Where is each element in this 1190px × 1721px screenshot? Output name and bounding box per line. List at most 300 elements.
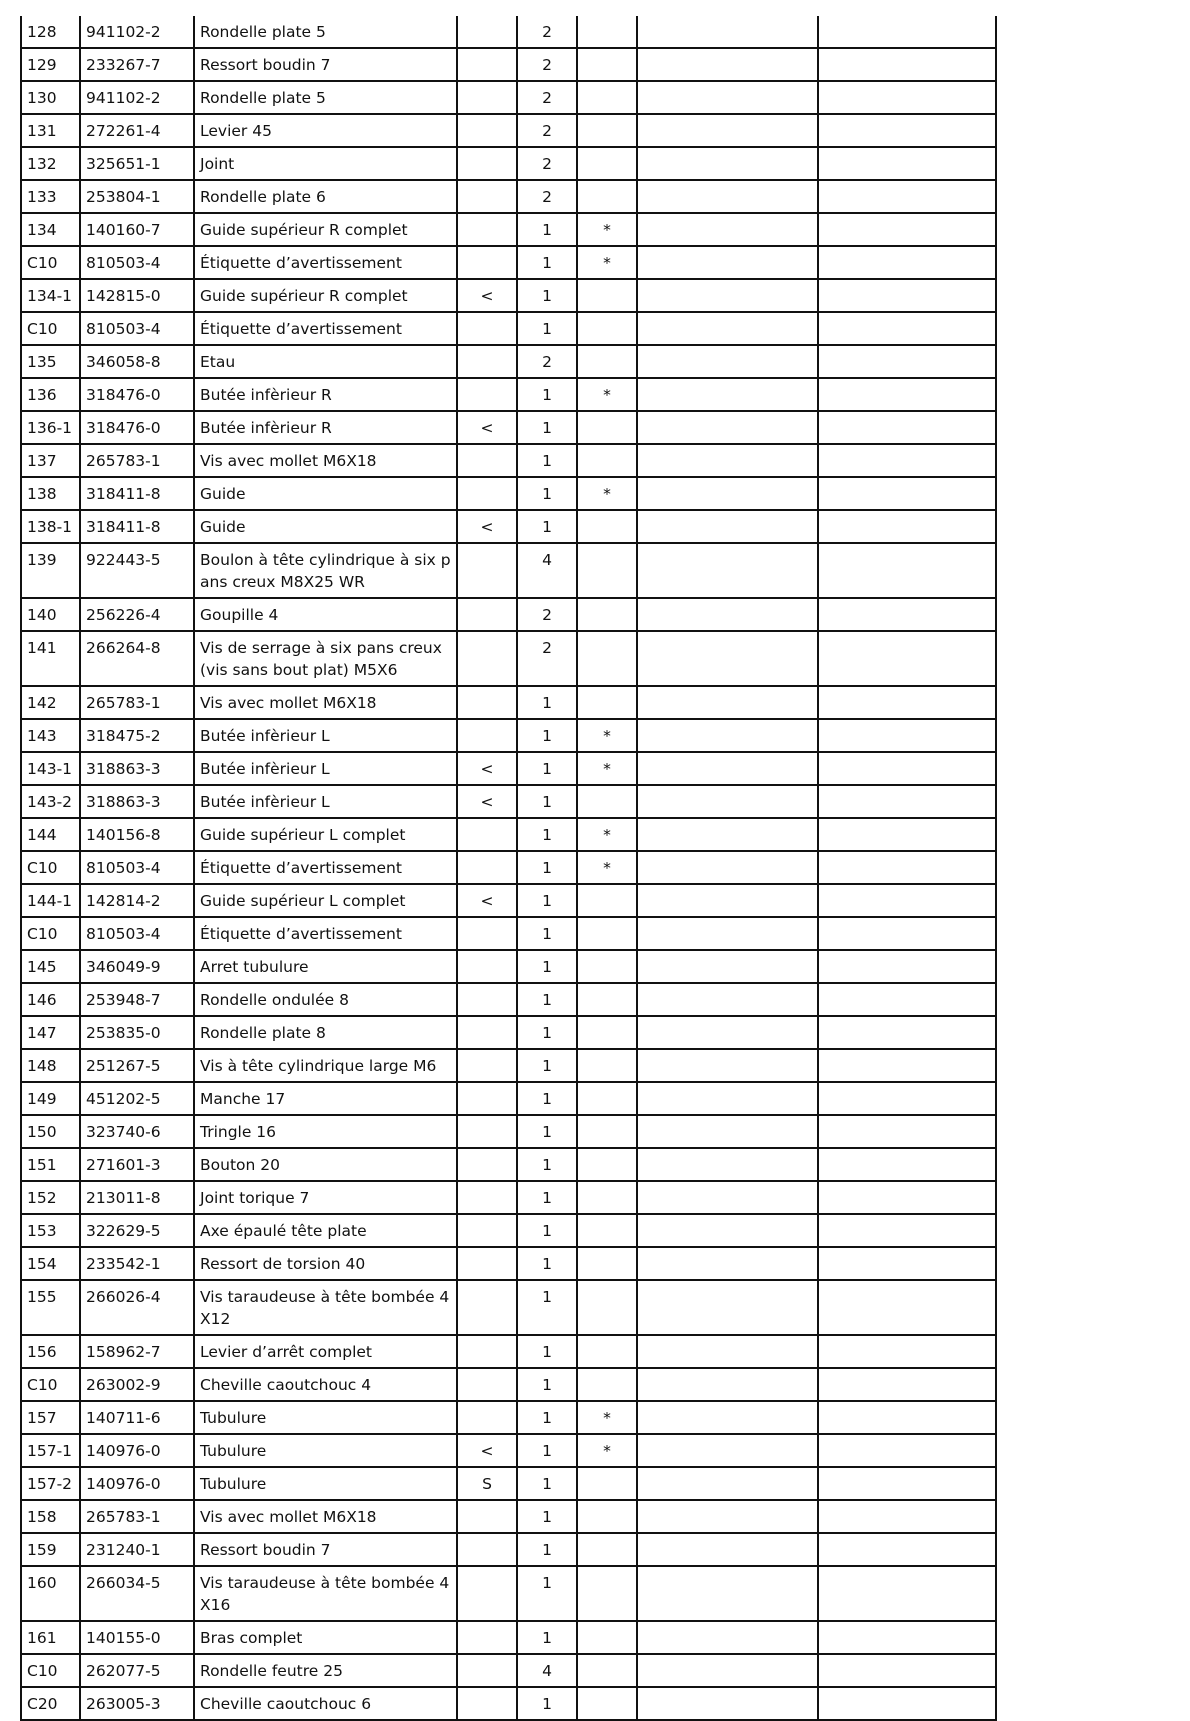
description-cell: Etau bbox=[194, 345, 457, 378]
mark-cell bbox=[577, 884, 637, 917]
mark-cell bbox=[577, 16, 637, 48]
blank-cell-b bbox=[818, 752, 996, 785]
part-number-cell: 256226-4 bbox=[80, 598, 194, 631]
blank-cell-a bbox=[637, 1533, 818, 1566]
blank-cell-a bbox=[637, 279, 818, 312]
item-number-cell: 159 bbox=[21, 1533, 80, 1566]
blank-cell-b bbox=[818, 180, 996, 213]
description-cell: Étiquette d’avertissement bbox=[194, 246, 457, 279]
item-number-cell: 138-1 bbox=[21, 510, 80, 543]
blank-cell-a bbox=[637, 1566, 818, 1621]
quantity-cell: 1 bbox=[517, 1115, 577, 1148]
quantity-cell: 1 bbox=[517, 378, 577, 411]
mark-cell bbox=[577, 510, 637, 543]
quantity-cell: 1 bbox=[517, 1049, 577, 1082]
description-cell: Étiquette d’avertissement bbox=[194, 917, 457, 950]
blank-cell-b bbox=[818, 81, 996, 114]
note-cell bbox=[457, 1621, 517, 1654]
mark-cell bbox=[577, 1533, 637, 1566]
mark-cell bbox=[577, 1115, 637, 1148]
blank-cell-a bbox=[637, 1654, 818, 1687]
part-number-cell: 346049-9 bbox=[80, 950, 194, 983]
blank-cell-b bbox=[818, 1687, 996, 1720]
quantity-cell: 1 bbox=[517, 983, 577, 1016]
blank-cell-b bbox=[818, 1654, 996, 1687]
note-cell bbox=[457, 818, 517, 851]
note-cell bbox=[457, 1566, 517, 1621]
blank-cell-b bbox=[818, 114, 996, 147]
blank-cell-a bbox=[637, 444, 818, 477]
description-cell: Tubulure bbox=[194, 1434, 457, 1467]
note-cell bbox=[457, 1687, 517, 1720]
quantity-cell: 1 bbox=[517, 851, 577, 884]
part-number-cell: 142814-2 bbox=[80, 884, 194, 917]
item-number-cell: 134 bbox=[21, 213, 80, 246]
blank-cell-b bbox=[818, 1016, 996, 1049]
item-number-cell: 161 bbox=[21, 1621, 80, 1654]
quantity-cell: 1 bbox=[517, 1533, 577, 1566]
description-cell: Étiquette d’avertissement bbox=[194, 851, 457, 884]
blank-cell-b bbox=[818, 950, 996, 983]
blank-cell-a bbox=[637, 48, 818, 81]
table-row bbox=[21, 16, 996, 48]
blank-cell-a bbox=[637, 411, 818, 444]
description-cell: Rondelle plate 8 bbox=[194, 1016, 457, 1049]
note-cell: S bbox=[457, 1467, 517, 1500]
description-cell: Tringle 16 bbox=[194, 1115, 457, 1148]
blank-cell-b bbox=[818, 1467, 996, 1500]
description-cell: Étiquette d’avertissement bbox=[194, 312, 457, 345]
note-cell bbox=[457, 851, 517, 884]
note-cell bbox=[457, 1335, 517, 1368]
mark-cell bbox=[577, 1247, 637, 1280]
part-number-cell: 262077-5 bbox=[80, 1654, 194, 1687]
part-number-cell: 140155-0 bbox=[80, 1621, 194, 1654]
mark-cell bbox=[577, 1687, 637, 1720]
blank-cell-b bbox=[818, 1500, 996, 1533]
quantity-cell: 1 bbox=[517, 719, 577, 752]
note-cell bbox=[457, 917, 517, 950]
note-cell bbox=[457, 1049, 517, 1082]
part-number-cell: 346058-8 bbox=[80, 345, 194, 378]
description-cell: Bras complet bbox=[194, 1621, 457, 1654]
blank-cell-a bbox=[637, 147, 818, 180]
quantity-cell: 4 bbox=[517, 1654, 577, 1687]
part-number-cell: 323740-6 bbox=[80, 1115, 194, 1148]
item-number-cell: 144-1 bbox=[21, 884, 80, 917]
description-cell: Cheville caoutchouc 6 bbox=[194, 1687, 457, 1720]
table-row bbox=[21, 917, 996, 950]
quantity-cell: 1 bbox=[517, 1082, 577, 1115]
table-row bbox=[21, 279, 996, 312]
table-row bbox=[21, 1467, 996, 1500]
mark-cell bbox=[577, 1654, 637, 1687]
part-number-cell: 318411-8 bbox=[80, 477, 194, 510]
table-row bbox=[21, 598, 996, 631]
mark-cell bbox=[577, 114, 637, 147]
item-number-cell: 144 bbox=[21, 818, 80, 851]
item-number-cell: 160 bbox=[21, 1566, 80, 1621]
blank-cell-b bbox=[818, 1335, 996, 1368]
item-number-cell: 157-1 bbox=[21, 1434, 80, 1467]
table-row bbox=[21, 1687, 996, 1720]
note-cell bbox=[457, 114, 517, 147]
blank-cell-a bbox=[637, 1687, 818, 1720]
table-row bbox=[21, 950, 996, 983]
description-cell: Manche 17 bbox=[194, 1082, 457, 1115]
item-number-cell: 148 bbox=[21, 1049, 80, 1082]
item-number-cell: 130 bbox=[21, 81, 80, 114]
note-cell bbox=[457, 719, 517, 752]
blank-cell-a bbox=[637, 378, 818, 411]
item-number-cell: 147 bbox=[21, 1016, 80, 1049]
description-cell: Rondelle ondulée 8 bbox=[194, 983, 457, 1016]
description-cell: Rondelle plate 6 bbox=[194, 180, 457, 213]
mark-cell: * bbox=[577, 213, 637, 246]
item-number-cell: C10 bbox=[21, 851, 80, 884]
table-row bbox=[21, 1049, 996, 1082]
mark-cell: * bbox=[577, 1401, 637, 1434]
quantity-cell: 2 bbox=[517, 147, 577, 180]
part-number-cell: 325651-1 bbox=[80, 147, 194, 180]
mark-cell bbox=[577, 1214, 637, 1247]
mark-cell bbox=[577, 444, 637, 477]
part-number-cell: 231240-1 bbox=[80, 1533, 194, 1566]
note-cell bbox=[457, 1214, 517, 1247]
quantity-cell: 2 bbox=[517, 48, 577, 81]
quantity-cell: 2 bbox=[517, 16, 577, 48]
item-number-cell: 149 bbox=[21, 1082, 80, 1115]
mark-cell bbox=[577, 1280, 637, 1335]
item-number-cell: 152 bbox=[21, 1181, 80, 1214]
quantity-cell: 1 bbox=[517, 1368, 577, 1401]
quantity-cell: 1 bbox=[517, 752, 577, 785]
table-row bbox=[21, 686, 996, 719]
part-number-cell: 140711-6 bbox=[80, 1401, 194, 1434]
item-number-cell: C10 bbox=[21, 917, 80, 950]
note-cell: < bbox=[457, 785, 517, 818]
description-cell: Vis taraudeuse à tête bombée 4X16 bbox=[194, 1566, 457, 1621]
part-number-cell: 318476-0 bbox=[80, 411, 194, 444]
quantity-cell: 1 bbox=[517, 1214, 577, 1247]
quantity-cell: 1 bbox=[517, 1280, 577, 1335]
description-cell: Vis avec mollet M6X18 bbox=[194, 1500, 457, 1533]
table-row bbox=[21, 884, 996, 917]
table-row bbox=[21, 246, 996, 279]
part-number-cell: 318476-0 bbox=[80, 378, 194, 411]
blank-cell-a bbox=[637, 1016, 818, 1049]
mark-cell bbox=[577, 686, 637, 719]
part-number-cell: 253835-0 bbox=[80, 1016, 194, 1049]
blank-cell-b bbox=[818, 378, 996, 411]
mark-cell bbox=[577, 950, 637, 983]
blank-cell-a bbox=[637, 1467, 818, 1500]
mark-cell bbox=[577, 1500, 637, 1533]
description-cell: Butée infèrieur L bbox=[194, 719, 457, 752]
item-number-cell: 131 bbox=[21, 114, 80, 147]
part-number-cell: 941102-2 bbox=[80, 16, 194, 48]
blank-cell-b bbox=[818, 1368, 996, 1401]
description-cell: Guide supérieur R complet bbox=[194, 279, 457, 312]
item-number-cell: 158 bbox=[21, 1500, 80, 1533]
quantity-cell: 1 bbox=[517, 1434, 577, 1467]
mark-cell bbox=[577, 1566, 637, 1621]
description-cell: Rondelle plate 5 bbox=[194, 81, 457, 114]
table-row bbox=[21, 1654, 996, 1687]
item-number-cell: 136-1 bbox=[21, 411, 80, 444]
blank-cell-a bbox=[637, 114, 818, 147]
quantity-cell: 1 bbox=[517, 477, 577, 510]
blank-cell-b bbox=[818, 510, 996, 543]
table-row bbox=[21, 312, 996, 345]
blank-cell-a bbox=[637, 1621, 818, 1654]
table-row bbox=[21, 1280, 996, 1335]
mark-cell bbox=[577, 1016, 637, 1049]
item-number-cell: 157 bbox=[21, 1401, 80, 1434]
part-number-cell: 266034-5 bbox=[80, 1566, 194, 1621]
table-row bbox=[21, 851, 996, 884]
description-cell: Axe épaulé tête plate bbox=[194, 1214, 457, 1247]
note-cell bbox=[457, 1401, 517, 1434]
table-row bbox=[21, 1016, 996, 1049]
mark-cell bbox=[577, 1368, 637, 1401]
mark-cell: * bbox=[577, 246, 637, 279]
blank-cell-a bbox=[637, 851, 818, 884]
blank-cell-a bbox=[637, 1181, 818, 1214]
mark-cell bbox=[577, 1148, 637, 1181]
note-cell bbox=[457, 147, 517, 180]
quantity-cell: 1 bbox=[517, 950, 577, 983]
item-number-cell: C20 bbox=[21, 1687, 80, 1720]
note-cell bbox=[457, 246, 517, 279]
item-number-cell: 153 bbox=[21, 1214, 80, 1247]
item-number-cell: 145 bbox=[21, 950, 80, 983]
quantity-cell: 1 bbox=[517, 1621, 577, 1654]
item-number-cell: 135 bbox=[21, 345, 80, 378]
description-cell: Cheville caoutchouc 4 bbox=[194, 1368, 457, 1401]
part-number-cell: 318411-8 bbox=[80, 510, 194, 543]
blank-cell-b bbox=[818, 345, 996, 378]
item-number-cell: 140 bbox=[21, 598, 80, 631]
blank-cell-b bbox=[818, 411, 996, 444]
blank-cell-b bbox=[818, 147, 996, 180]
description-cell: Tubulure bbox=[194, 1401, 457, 1434]
mark-cell bbox=[577, 345, 637, 378]
description-cell: Tubulure bbox=[194, 1467, 457, 1500]
part-number-cell: 253948-7 bbox=[80, 983, 194, 1016]
item-number-cell: 154 bbox=[21, 1247, 80, 1280]
table-row bbox=[21, 114, 996, 147]
part-number-cell: 140976-0 bbox=[80, 1467, 194, 1500]
table-row bbox=[21, 1335, 996, 1368]
blank-cell-a bbox=[637, 818, 818, 851]
note-cell bbox=[457, 312, 517, 345]
note-cell bbox=[457, 1280, 517, 1335]
blank-cell-a bbox=[637, 1148, 818, 1181]
quantity-cell: 1 bbox=[517, 1467, 577, 1500]
note-cell bbox=[457, 1368, 517, 1401]
description-cell: Vis de serrage à six pans creux (vis sans bout plat) M5X6 bbox=[194, 631, 457, 686]
description-cell: Levier d’arrêt complet bbox=[194, 1335, 457, 1368]
part-number-cell: 263005-3 bbox=[80, 1687, 194, 1720]
blank-cell-a bbox=[637, 686, 818, 719]
table-row bbox=[21, 1621, 996, 1654]
blank-cell-a bbox=[637, 543, 818, 598]
note-cell bbox=[457, 983, 517, 1016]
quantity-cell: 1 bbox=[517, 884, 577, 917]
note-cell bbox=[457, 598, 517, 631]
quantity-cell: 1 bbox=[517, 1687, 577, 1720]
blank-cell-b bbox=[818, 1049, 996, 1082]
item-number-cell: 151 bbox=[21, 1148, 80, 1181]
item-number-cell: 156 bbox=[21, 1335, 80, 1368]
item-number-cell: 133 bbox=[21, 180, 80, 213]
blank-cell-a bbox=[637, 1214, 818, 1247]
part-number-cell: 271601-3 bbox=[80, 1148, 194, 1181]
table-row bbox=[21, 818, 996, 851]
quantity-cell: 2 bbox=[517, 114, 577, 147]
blank-cell-b bbox=[818, 1115, 996, 1148]
blank-cell-a bbox=[637, 917, 818, 950]
table-row bbox=[21, 1181, 996, 1214]
part-number-cell: 213011-8 bbox=[80, 1181, 194, 1214]
item-number-cell: 143-2 bbox=[21, 785, 80, 818]
item-number-cell: 128 bbox=[21, 16, 80, 48]
description-cell: Goupille 4 bbox=[194, 598, 457, 631]
description-cell: Guide supérieur L complet bbox=[194, 884, 457, 917]
blank-cell-b bbox=[818, 818, 996, 851]
quantity-cell: 1 bbox=[517, 411, 577, 444]
item-number-cell: C10 bbox=[21, 312, 80, 345]
blank-cell-b bbox=[818, 917, 996, 950]
blank-cell-b bbox=[818, 312, 996, 345]
note-cell bbox=[457, 180, 517, 213]
blank-cell-a bbox=[637, 213, 818, 246]
note-cell: < bbox=[457, 1434, 517, 1467]
part-number-cell: 810503-4 bbox=[80, 917, 194, 950]
quantity-cell: 2 bbox=[517, 598, 577, 631]
blank-cell-a bbox=[637, 1434, 818, 1467]
note-cell bbox=[457, 48, 517, 81]
parts-table-body bbox=[21, 16, 996, 1720]
item-number-cell: 150 bbox=[21, 1115, 80, 1148]
blank-cell-a bbox=[637, 312, 818, 345]
blank-cell-b bbox=[818, 1181, 996, 1214]
quantity-cell: 2 bbox=[517, 180, 577, 213]
blank-cell-b bbox=[818, 48, 996, 81]
quantity-cell: 1 bbox=[517, 510, 577, 543]
table-row bbox=[21, 1115, 996, 1148]
blank-cell-b bbox=[818, 983, 996, 1016]
quantity-cell: 2 bbox=[517, 631, 577, 686]
blank-cell-b bbox=[818, 719, 996, 752]
blank-cell-b bbox=[818, 1533, 996, 1566]
mark-cell bbox=[577, 1181, 637, 1214]
quantity-cell: 1 bbox=[517, 686, 577, 719]
part-number-cell: 318863-3 bbox=[80, 785, 194, 818]
note-cell bbox=[457, 1500, 517, 1533]
item-number-cell: 146 bbox=[21, 983, 80, 1016]
part-number-cell: 140160-7 bbox=[80, 213, 194, 246]
description-cell: Levier 45 bbox=[194, 114, 457, 147]
mark-cell: * bbox=[577, 752, 637, 785]
table-row bbox=[21, 147, 996, 180]
note-cell bbox=[457, 1654, 517, 1687]
description-cell: Boulon à tête cylindrique à six pans creux M8X25 WR bbox=[194, 543, 457, 598]
description-cell: Ressort boudin 7 bbox=[194, 1533, 457, 1566]
mark-cell: * bbox=[577, 719, 637, 752]
blank-cell-a bbox=[637, 1115, 818, 1148]
blank-cell-a bbox=[637, 1368, 818, 1401]
mark-cell bbox=[577, 917, 637, 950]
note-cell bbox=[457, 477, 517, 510]
blank-cell-b bbox=[818, 477, 996, 510]
quantity-cell: 1 bbox=[517, 1016, 577, 1049]
quantity-cell: 1 bbox=[517, 818, 577, 851]
blank-cell-b bbox=[818, 444, 996, 477]
note-cell: < bbox=[457, 884, 517, 917]
description-cell: Butée infèrieur L bbox=[194, 752, 457, 785]
blank-cell-b bbox=[818, 1247, 996, 1280]
blank-cell-b bbox=[818, 279, 996, 312]
part-number-cell: 263002-9 bbox=[80, 1368, 194, 1401]
note-cell bbox=[457, 1533, 517, 1566]
item-number-cell: 143-1 bbox=[21, 752, 80, 785]
part-number-cell: 810503-4 bbox=[80, 851, 194, 884]
description-cell: Guide bbox=[194, 477, 457, 510]
note-cell bbox=[457, 16, 517, 48]
quantity-cell: 1 bbox=[517, 1500, 577, 1533]
blank-cell-a bbox=[637, 598, 818, 631]
part-number-cell: 142815-0 bbox=[80, 279, 194, 312]
quantity-cell: 2 bbox=[517, 345, 577, 378]
blank-cell-b bbox=[818, 1082, 996, 1115]
mark-cell: * bbox=[577, 1434, 637, 1467]
description-cell: Vis à tête cylindrique large M6 bbox=[194, 1049, 457, 1082]
blank-cell-a bbox=[637, 631, 818, 686]
blank-cell-a bbox=[637, 785, 818, 818]
mark-cell bbox=[577, 81, 637, 114]
quantity-cell: 1 bbox=[517, 213, 577, 246]
mark-cell: * bbox=[577, 378, 637, 411]
blank-cell-a bbox=[637, 950, 818, 983]
part-number-cell: 810503-4 bbox=[80, 312, 194, 345]
table-row bbox=[21, 1434, 996, 1467]
item-number-cell: 141 bbox=[21, 631, 80, 686]
table-row bbox=[21, 983, 996, 1016]
mark-cell bbox=[577, 1335, 637, 1368]
description-cell: Joint torique 7 bbox=[194, 1181, 457, 1214]
part-number-cell: 140156-8 bbox=[80, 818, 194, 851]
blank-cell-b bbox=[818, 1214, 996, 1247]
description-cell: Vis avec mollet M6X18 bbox=[194, 686, 457, 719]
part-number-cell: 941102-2 bbox=[80, 81, 194, 114]
item-number-cell: 139 bbox=[21, 543, 80, 598]
table-row bbox=[21, 411, 996, 444]
blank-cell-a bbox=[637, 1401, 818, 1434]
mark-cell bbox=[577, 147, 637, 180]
blank-cell-a bbox=[637, 180, 818, 213]
item-number-cell: 157-2 bbox=[21, 1467, 80, 1500]
mark-cell: * bbox=[577, 477, 637, 510]
blank-cell-a bbox=[637, 1335, 818, 1368]
note-cell bbox=[457, 1016, 517, 1049]
part-number-cell: 253804-1 bbox=[80, 180, 194, 213]
mark-cell bbox=[577, 785, 637, 818]
table-row bbox=[21, 48, 996, 81]
description-cell: Ressort boudin 7 bbox=[194, 48, 457, 81]
note-cell bbox=[457, 378, 517, 411]
